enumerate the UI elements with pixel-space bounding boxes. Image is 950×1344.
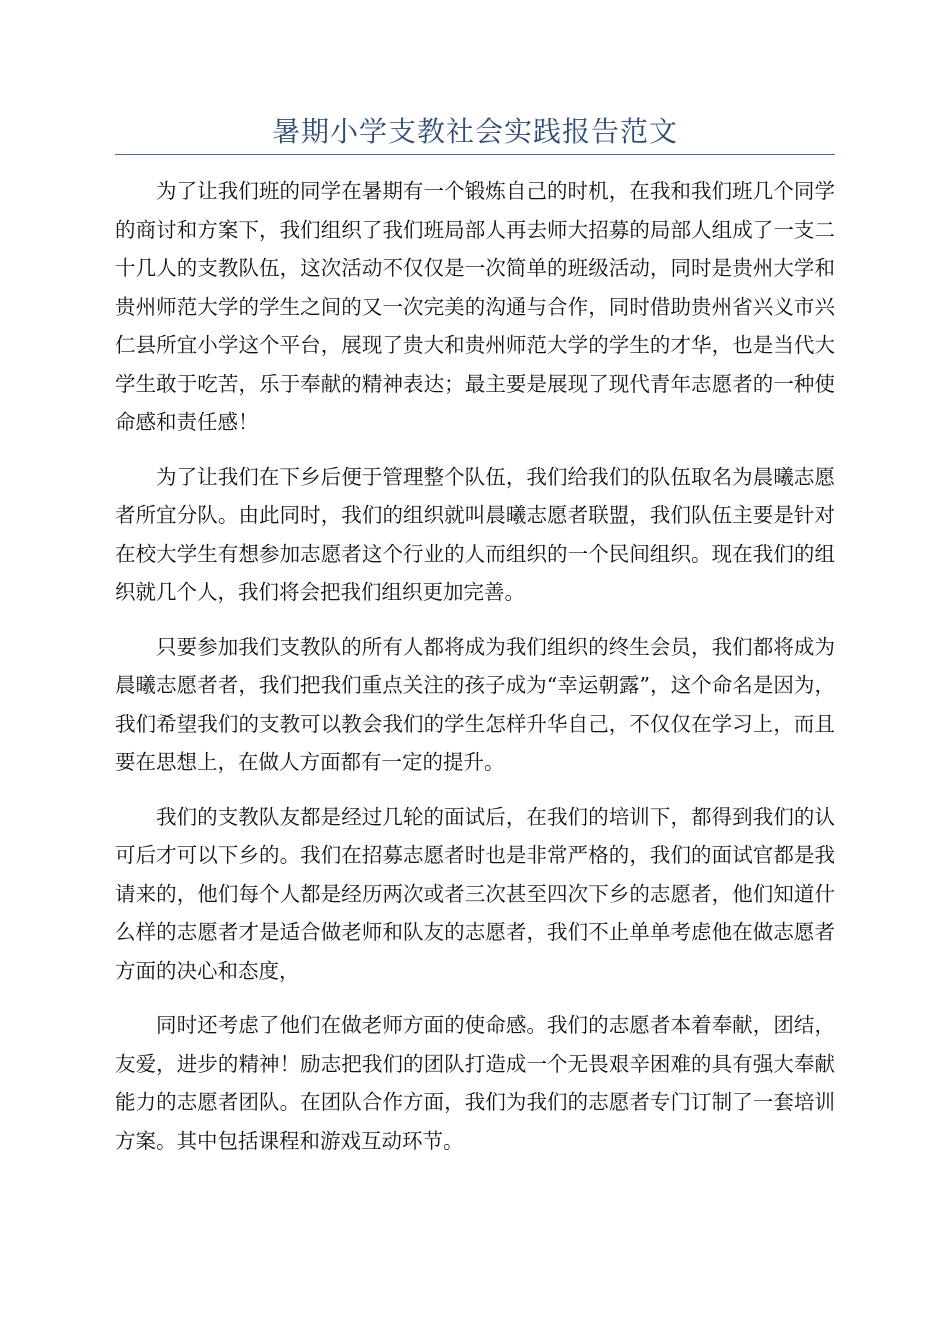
document-body	[115, 172, 835, 1176]
document-title: 暑期小学支教社会实践报告范文	[271, 115, 678, 148]
paragraph-3: 只要参加我们支教队的所有人都将成为我们组织的终生会员，我们都将成为晨曦志愿者者，我们把我们重点关注的孩子成为“幸运朝露”，这个命名是因为，我们希望我们的支教可以教会我们的学生怎样升华自己，不仅仅在学习上，而且要在思想上，在做人方面都有一定的提升。	[115, 634, 835, 774]
paragraph-1: 为了让我们班的同学在暑期有一个锻炼自己的时机，在我和我们班几个同学的商讨和方案下，我们组织了我们班局部人再去师大招募的局部人组成了一支二十几人的支教队伍，这次活动不仅仅是一次简单的班级活动，同时是贵州大学和贵州师范大学的学生之间的又一次完美的沟通与合作，同时借助贵州省兴义市兴仁县所宜小学这个平台，展现了贵大和贵州师范大学的学生的才华，也是当代大学生敢于吃苦，乐于奉献的精神表达；最主要是展现了现代青年志愿者的一种使命感和责任感！	[115, 179, 835, 434]
paragraph-4: 我们的支教队友都是经过几轮的面试后，在我们的培训下，都得到我们的认可后才可以下乡的。我们在招募志愿者时也是非常严格的，我们的面试官都是我请来的，他们每个人都是经历两次或者三次甚至四次下乡的志愿者，他们知道什么样的志愿者才是适合做老师和队友的志愿者，我们不止单单考虑他在做志愿者方面的决心和态度，	[115, 804, 835, 983]
paragraph-5: 同时还考虑了他们在做老师方面的使命感。我们的志愿者本着奉献，团结，友爱，进步的精神！励志把我们的团队打造成一个无畏艰辛困难的具有强大奉献能力的志愿者团队。在团队合作方面，我们为我们的志愿者专门订制了一套培训方案。其中包括课程和游戏互动环节。	[115, 1013, 835, 1153]
paragraph-2: 为了让我们在下乡后便于管理整个队伍，我们给我们的队伍取名为晨曦志愿者所宜分队。由此同时，我们的组织就叫晨曦志愿者联盟，我们队伍主要是针对在校大学生有想参加志愿者这个行业的人而组织的一个民间组织。现在我们的组织就几个人，我们将会把我们组织更加完善。	[115, 464, 835, 604]
title-underline	[115, 154, 835, 155]
